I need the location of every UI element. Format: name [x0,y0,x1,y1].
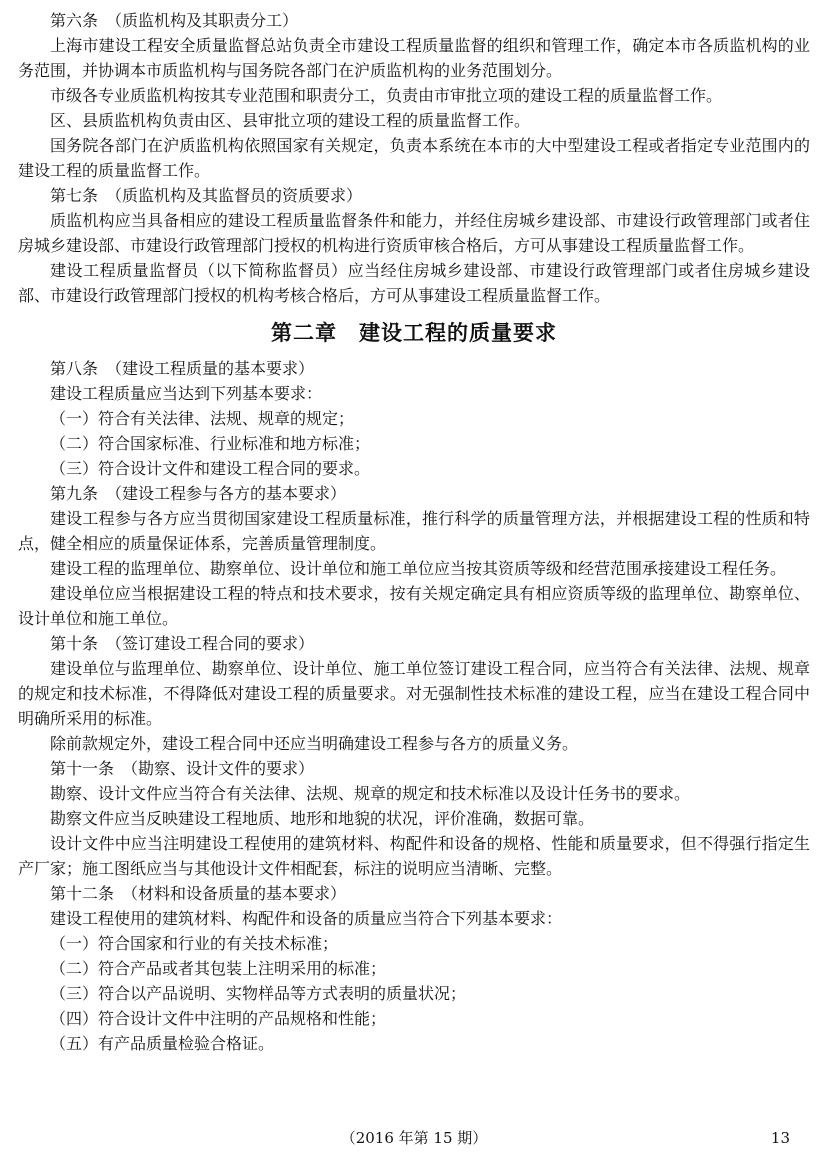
paragraph: 建设单位与监理单位、勘察单位、设计单位、施工单位签订建设工程合同，应当符合有关法律、法规、规章的规定和技术标准，不得降低对建设工程的质量要求。对无强制性技术标准的建设工程，应当在建设工程合同中明确所采用的标准。 [18,659,810,728]
section-articles-8-12 [18,356,810,1056]
page-number: 13 [770,1129,790,1147]
chapter-title: 第二章 建设工程的质量要求 [271,320,557,345]
article-heading: 第十一条 （勘察、设计文件的要求） [50,759,315,778]
list-item: （五）有产品质量检验合格证。 [50,1034,275,1053]
list-item: （一）符合国家和行业的有关技术标准； [50,934,339,953]
paragraph: 勘察文件应当反映建设工程地质、地形和地貌的状况，评价准确，数据可靠。 [50,809,595,828]
paragraph: 市级各专业质监机构按其专业范围和职责分工，负责由市审批立项的建设工程的质量监督工作。 [50,86,723,105]
paragraph: 设计文件中应当注明建设工程使用的建筑材料、构配件和设备的规格、性能和质量要求，但不得强行指定生产厂家；施工图纸应当与其他设计文件相配套，标注的说明应当清晰、完整。 [18,834,810,878]
paragraph: 区、县质监机构负责由区、县审批立项的建设工程的质量监督工作。 [50,111,531,130]
list-item: （二）符合产品或者其包装上注明采用的标准； [50,959,387,978]
document-body [18,8,810,1056]
paragraph: 建设工程使用的建筑材料、构配件和设备的质量应当符合下列基本要求： [50,909,563,928]
paragraph: 勘察、设计文件应当符合有关法律、法规、规章的规定和技术标准以及设计任务书的要求。 [50,784,691,803]
section-articles-6-7 [18,8,810,308]
article-heading: 第十二条 （材料和设备质量的基本要求） [50,884,347,903]
paragraph: 质监机构应当具备相应的建设工程质量监督条件和能力，并经住房城乡建设部、市建设行政管理部门或者住房城乡建设部、市建设行政管理部门授权的机构进行资质审核合格后，方可从事建设工程质量监督工作。 [18,211,810,255]
issue-label: （2016 年第 15 期） [340,1129,488,1147]
article-heading: 第七条 （质监机构及其监督员的资质要求） [50,186,363,205]
paragraph: 建设单位应当根据建设工程的特点和技术要求，按有关规定确定具有相应资质等级的监理单位、勘察单位、设计单位和施工单位。 [18,584,810,628]
list-item: （二）符合国家标准、行业标准和地方标准； [50,434,371,453]
paragraph: 建设工程质量应当达到下列基本要求： [50,384,323,403]
paragraph: 建设工程质量监督员（以下简称监督员）应当经住房城乡建设部、市建设行政管理部门或者住房城乡建设部、市建设行政管理部门授权的机构考核合格后，方可从事建设工程质量监督工作。 [18,261,810,305]
list-item: （四）符合设计文件中注明的产品规格和性能； [50,1009,387,1028]
paragraph: 除前款规定外，建设工程合同中还应当明确建设工程参与各方的质量义务。 [50,734,579,753]
paragraph: 建设工程参与各方应当贯彻国家建设工程质量标准，推行科学的质量管理方法，并根据建设工程的性质和特点，健全相应的质量保证体系，完善质量管理制度。 [18,509,810,553]
article-heading: 第六条 （质监机构及其职责分工） [50,11,299,30]
paragraph: 上海市建设工程安全质量监督总站负责全市建设工程质量监督的组织和管理工作，确定本市各质监机构的业务范围，并协调本市质监机构与国务院各部门在沪质监机构的业务范围划分。 [18,36,810,80]
list-item: （三）符合设计文件和建设工程合同的要求。 [50,459,371,478]
list-item: （一）符合有关法律、法规、规章的规定； [50,409,355,428]
article-heading: 第十条 （签订建设工程合同的要求） [50,634,315,653]
list-item: （三）符合以产品说明、实物样品等方式表明的质量状况； [50,984,467,1003]
paragraph: 国务院各部门在沪质监机构依照国家有关规定，负责本系统在本市的大中型建设工程或者指定专业范围内的建设工程的质量监督工作。 [18,136,810,180]
article-heading: 第八条 （建设工程质量的基本要求） [50,359,315,378]
paragraph: 建设工程的监理单位、勘察单位、设计单位和施工单位应当按其资质等级和经营范围承接建设工程任务。 [50,559,787,578]
article-heading: 第九条 （建设工程参与各方的基本要求） [50,484,347,503]
